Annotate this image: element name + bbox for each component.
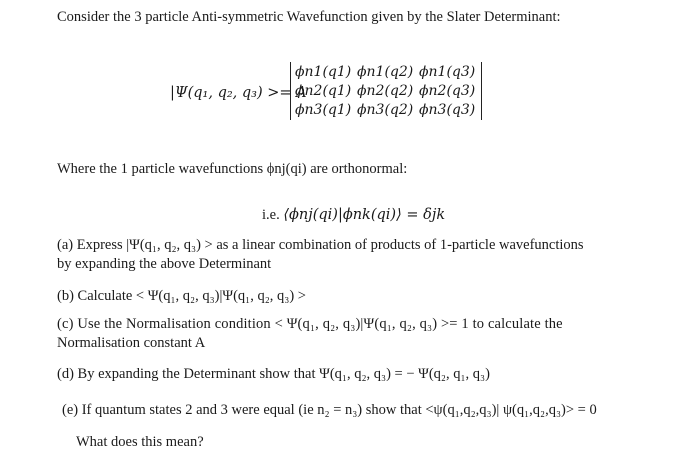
part-a-line2: by expanding the above Determinant: [57, 256, 272, 272]
determinant-cell: ϕn1(q2): [357, 63, 414, 80]
determinant-cell: ϕn3(q2): [357, 102, 414, 119]
ie-label: i.e.: [262, 207, 280, 223]
determinant-row: [295, 81, 477, 100]
determinant-cell: ϕn3(q3): [419, 102, 476, 119]
determinant-row: [295, 101, 477, 120]
determinant-matrix: [290, 62, 482, 120]
orthonormal-text: Where the 1 particle wavefunctions ϕnj(qi) are orthonormal:: [57, 161, 408, 177]
determinant-lhs: |Ψ(q₁, q₂, q₃) >= A: [170, 85, 307, 101]
determinant-cell: ϕn2(q2): [357, 82, 414, 99]
part-c-line1: (c) Use the Normalisation condition < Ψ(q₁, q₂, q₃)|Ψ(q₁, q₂, q₃) >= 1 to calculate the: [57, 316, 563, 332]
determinant-cell: ϕn1(q1): [295, 63, 352, 80]
part-c-line2: Normalisation constant A: [57, 335, 206, 351]
intro-text: Consider the 3 particle Anti-symmetric Wavefunction given by the Slater Determinant:: [57, 9, 561, 25]
orthonormal-equation: [262, 207, 445, 224]
part-e: (e) If quantum states 2 and 3 were equal (ie n₂ = n₃) show that <ψ(q₁,q₂,q₃)| ψ(q₁,q₂,q₃)> = 0: [62, 402, 597, 418]
part-e-followup: What does this mean?: [76, 434, 204, 450]
part-b: (b) Calculate < Ψ(q₁, q₂, q₃)|Ψ(q₁, q₂, q₃) >: [57, 288, 306, 304]
determinant-cell: ϕn3(q1): [295, 102, 352, 119]
part-d: (d) By expanding the Determinant show that Ψ(q₁, q₂, q₃) = − Ψ(q₂, q₁, q₃): [57, 366, 490, 382]
inner-product-equation: ⟨ϕnj(qi)|ϕnk(qi)⟩ = δjk: [283, 207, 446, 223]
determinant-cell: ϕn2(q3): [419, 82, 476, 99]
determinant-cell: ϕn1(q3): [419, 63, 476, 80]
part-a-line1: (a) Express |Ψ(q₁, q₂, q₃) > as a linear combination of products of 1-particle wavefunctions: [57, 237, 584, 253]
determinant-cell: ϕn2(q1): [295, 82, 352, 99]
determinant-row: [295, 62, 477, 81]
